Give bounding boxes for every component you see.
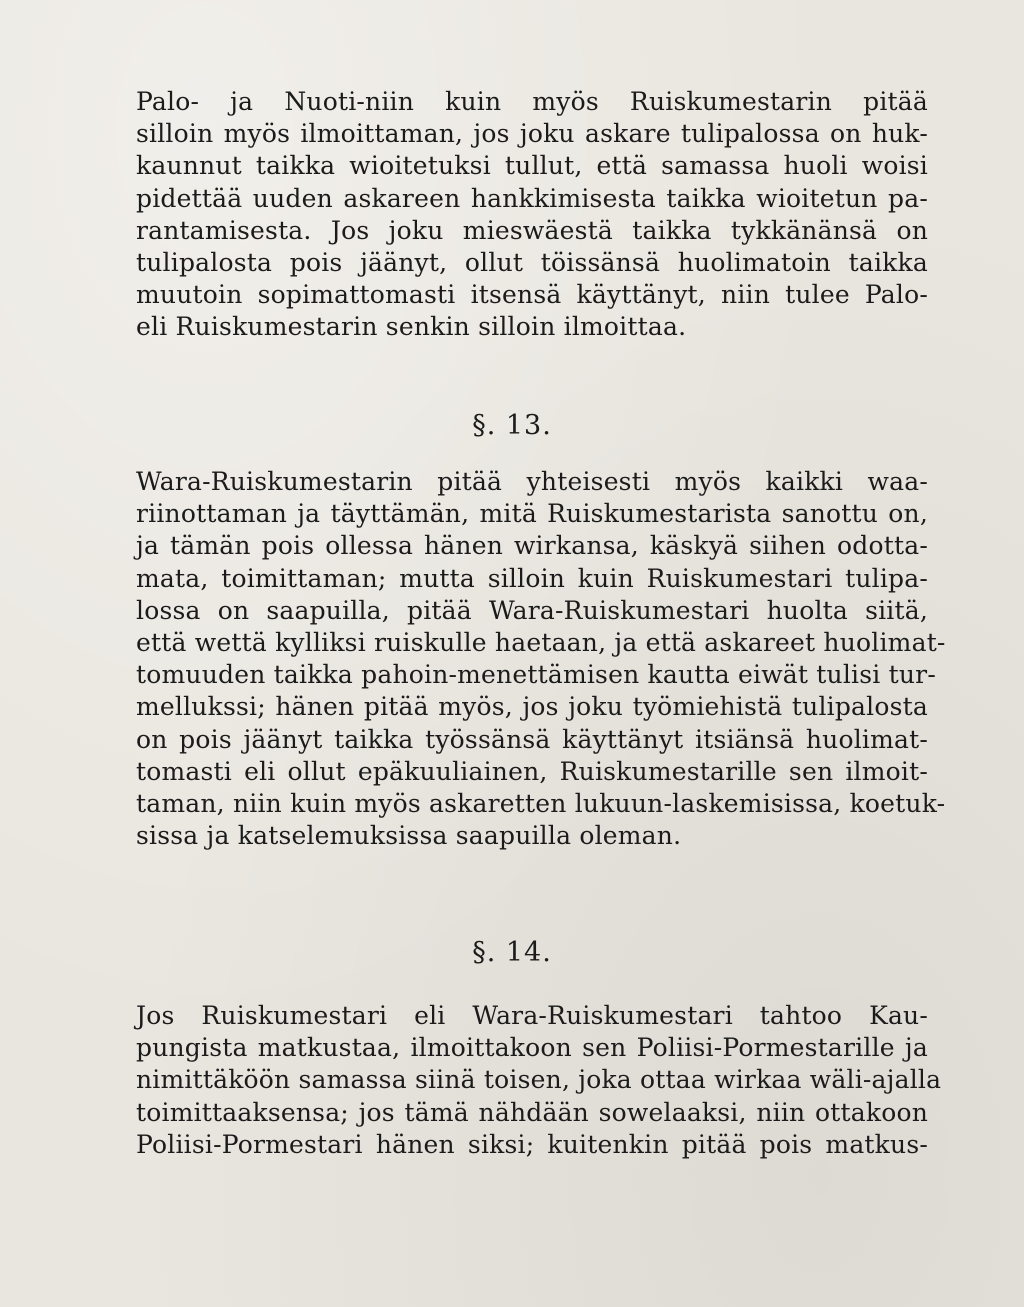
text-line: tomasti eli ollut epäkuuliainen, Ruiskumestarille sen ilmoit- — [136, 756, 928, 786]
text-line: pungista matkustaa, ilmoittakoon sen Poliisi-Pormestarille ja — [136, 1033, 928, 1063]
text-line: sissa ja katselemuksissa saapuilla oleman. — [136, 821, 682, 851]
text-line: lossa on saapuilla, pitää Wara-Ruiskumestari huolta siitä, — [136, 595, 928, 625]
text-line: pidettää uuden askareen hankkimisesta taikka wioitetun pa- — [136, 183, 928, 213]
text-line: Wara-Ruiskumestarin pitää yhteisesti myös kaikki waa- — [136, 467, 928, 496]
text-line: että wettä kylliksi ruiskulle haetaan, ja että askareet huolimat- — [136, 628, 946, 658]
paragraph-2 — [136, 466, 946, 852]
text-line: ja tämän pois ollessa hänen wirkansa, käskyä siihen odotta- — [136, 531, 928, 561]
text-line: mellukssi; hänen pitää myös, jos joku työmiehistä tulipalosta — [136, 692, 928, 722]
text-line: taman, niin kuin myös askaretten lukuun-laskemisissa, koetuk- — [136, 789, 946, 819]
text-line: Palo- ja Nuoti-niin kuin myös Ruiskumestarin pitää — [136, 87, 928, 116]
text-line: mata, toimittaman; mutta silloin kuin Ruiskumestari tulipa- — [136, 563, 928, 593]
section-heading-13: §. 13. — [472, 410, 552, 441]
text-line: eli Ruiskumestarin senkin silloin ilmoittaa. — [136, 312, 687, 342]
text-line: silloin myös ilmoittaman, jos joku askare tulipalossa on huk- — [136, 119, 928, 149]
text-line: tulipalosta pois jäänyt, ollut töissänsä huolimatoin taikka — [136, 248, 928, 278]
text-line: Poliisi-Pormestari hänen siksi; kuitenkin pitää pois matkus- — [136, 1129, 928, 1159]
text-line: Jos Ruiskumestari eli Wara-Ruiskumestari tahtoo Kau- — [136, 1001, 928, 1030]
text-line: toimittaaksensa; jos tämä nähdään sowelaaksi, niin ottakoon — [136, 1097, 928, 1127]
text-line: muutoin sopimattomasti itsensä käyttänyt, niin tulee Palo- — [136, 280, 928, 310]
text-line: nimittäköön samassa siinä toisen, joka ottaa wirkaa wäli-ajalla — [136, 1065, 942, 1095]
text-line: tomuuden taikka pahoin-menettämisen kautta eiwät tulisi tur- — [136, 660, 936, 690]
paragraph-1 — [136, 86, 928, 344]
text-line: kaunnut taikka wioitetuksi tullut, että samassa huoli woisi — [136, 151, 928, 181]
paragraph-3 — [136, 1000, 942, 1161]
text-line: rantamisesta. Jos joku mieswäestä taikka tykkänänsä on — [136, 215, 928, 245]
text-line: on pois jäänyt taikka työssänsä käyttänyt itsiänsä huolimat- — [136, 724, 928, 754]
text-line: riinottaman ja täyttämän, mitä Ruiskumestarista sanottu on, — [136, 499, 928, 529]
section-heading-14: §. 14. — [472, 937, 552, 968]
